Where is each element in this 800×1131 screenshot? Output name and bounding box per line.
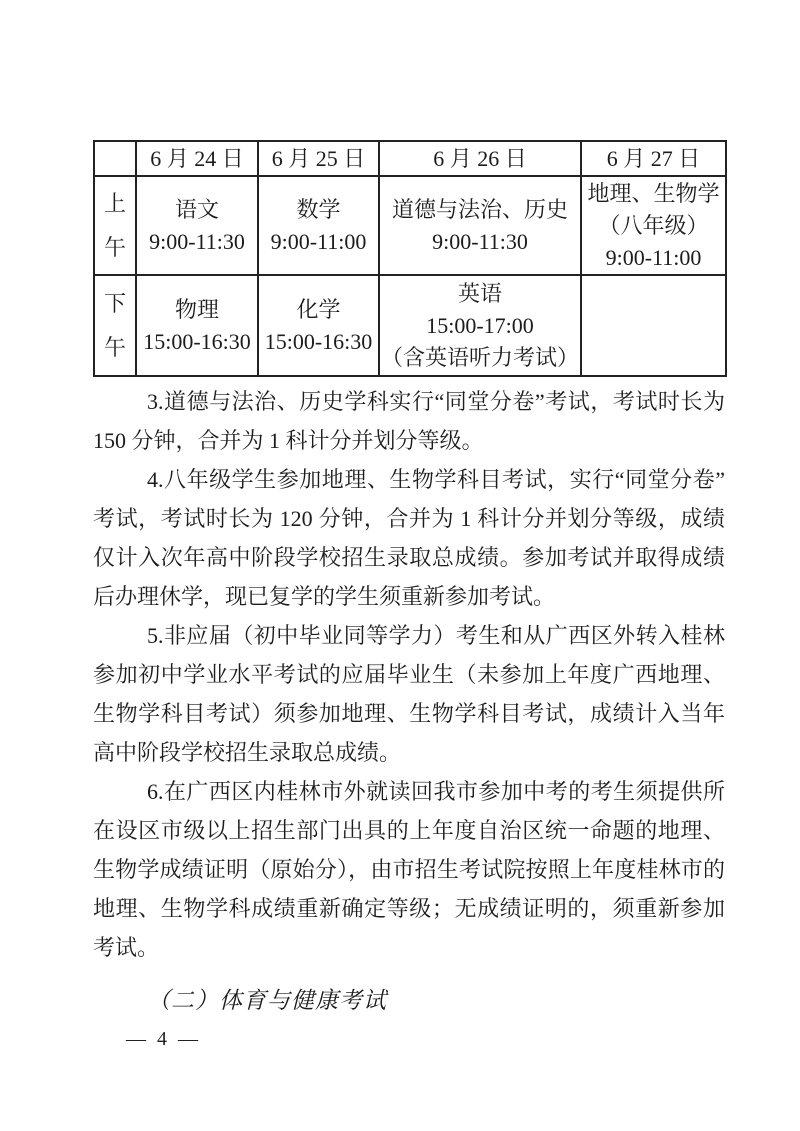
cell-line-time: 9:00-11:00 (270, 228, 367, 254)
date-header-jun24: 6 月 24 日 (136, 141, 258, 176)
cell-line-grade: （八年级） (598, 212, 709, 238)
paragraph-line: 考试，考试时长为 120 分钟，合并为 1 科计分并划分等级，成绩 (93, 506, 725, 531)
date-header-jun27: 6 月 27 日 (581, 141, 726, 176)
date-header-jun26: 6 月 26 日 (379, 141, 581, 176)
paragraph-3 (93, 382, 725, 460)
cell-line-subject: 物理 (174, 296, 219, 322)
cell-line-time: 15:00-16:30 (143, 328, 251, 354)
table-corner-cell (94, 141, 136, 176)
cell-line-time: 15:00-17:00 (426, 312, 534, 338)
paragraph-4 (93, 460, 725, 616)
exam-schedule-table (93, 140, 727, 377)
schedule-cell-chemistry (258, 275, 379, 376)
paragraph-line: 6.在广西区内桂林市外就读回我市参加中考的考生须提供所 (147, 779, 725, 804)
paragraph-line: 考试。 (93, 935, 160, 960)
table-header-row (94, 141, 726, 176)
paragraph-6 (93, 772, 725, 967)
cell-line-time: 9:00-11:30 (149, 228, 245, 254)
cell-line-subject: 化学 (296, 296, 341, 322)
period-label-text: 下午 (103, 290, 126, 360)
paragraph-line: 生物学科目考试）须参加地理、生物学科目考试，成绩计入当年 (93, 701, 725, 726)
paragraph-line: 150 分钟，合并为 1 科计分并划分等级。 (93, 428, 484, 453)
period-label-morning (94, 176, 136, 275)
paragraph-line: 后办理休学，现已复学的学生须重新参加考试。 (93, 584, 556, 609)
schedule-cell-chinese (136, 176, 258, 275)
schedule-cell-english (379, 275, 581, 376)
paragraph-line: 地理、生物学科成绩重新确定等级；无成绩证明的，须重新参加 (93, 896, 725, 921)
cell-line-time: 9:00-11:30 (432, 228, 528, 254)
cell-line-subject: 道德与法治、历史 (391, 196, 568, 222)
schedule-cell-math (258, 176, 379, 275)
schedule-cell-physics (136, 275, 258, 376)
paragraph-5 (93, 616, 725, 772)
cell-line-subject: 数学 (296, 196, 341, 222)
section-heading: （二）体育与健康考试 (147, 988, 387, 1013)
table-row-morning (94, 176, 726, 275)
cell-line-time: 9:00-11:00 (605, 244, 702, 270)
paragraph-line: 生物学成绩证明（原始分），由市招生考试院按照上年度桂林市的 (93, 857, 725, 882)
table-row-afternoon (94, 275, 726, 376)
paragraph-line: 参加初中学业水平考试的应届毕业生（未参加上年度广西地理、 (93, 662, 725, 687)
paragraph-line: 仅计入次年高中阶段学校招生录取总成绩。参加考试并取得成绩 (93, 545, 725, 570)
cell-line-note: （含英语听力考试） (380, 344, 579, 370)
schedule-cell-morality-history (379, 176, 581, 275)
paragraph-line: 5.非应届（初中毕业同等学力）考生和从广西区外转入桂林 (147, 623, 725, 648)
paragraph-line: 在设区市级以上招生部门出具的上年度自治区统一命题的地理、 (93, 818, 725, 843)
paragraph-line: 高中阶段学校招生录取总成绩。 (93, 740, 402, 765)
schedule-cell-empty (581, 275, 726, 376)
period-label-text: 上午 (103, 190, 126, 260)
cell-line-subject: 英语 (457, 280, 502, 306)
exam-schedule-table-wrap (93, 140, 725, 377)
cell-line-subject: 地理、生物学 (587, 180, 720, 206)
document-body (93, 382, 725, 1020)
cell-line-subject: 语文 (174, 196, 219, 222)
cell-line-time: 15:00-16:30 (264, 328, 373, 354)
paragraph-line: 4.八年级学生参加地理、生物学科目考试，实行“同堂分卷” (147, 467, 725, 492)
date-header-jun25: 6 月 25 日 (258, 141, 379, 176)
paragraph-line: 3.道德与法治、历史学科实行“同堂分卷”考试，考试时长为 (147, 389, 725, 414)
schedule-cell-geography-biology (581, 176, 726, 275)
period-label-afternoon (94, 275, 136, 376)
page-number: — 4 — (126, 1028, 201, 1050)
